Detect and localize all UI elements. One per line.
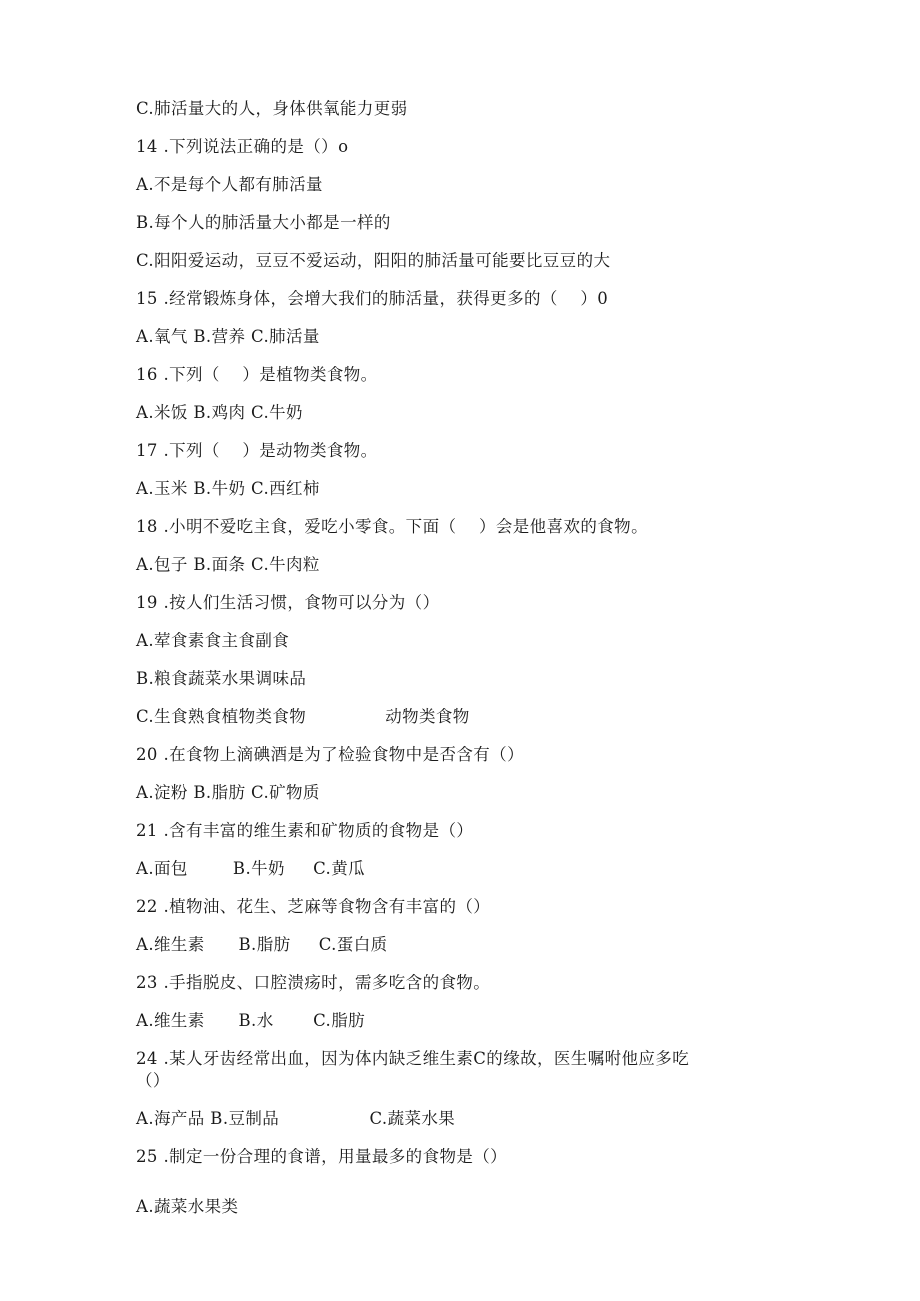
option-line-14b: B.每个人的肺活量大小都是一样的 <box>136 213 391 232</box>
question-24-continued: （） <box>136 1071 170 1090</box>
question-21: 21 .含有丰富的维生素和矿物质的食物是（） <box>136 821 474 840</box>
option-line-19a: A.荤食素食主食副食 <box>136 631 290 650</box>
options-24: A.海产品 B.豆制品 C.蔬菜水果 <box>136 1109 456 1128</box>
question-20: 20 .在食物上滴碘酒是为了检验食物中是否含有（） <box>136 745 524 764</box>
options-22: A.维生素 B.脂肪 C.蛋白质 <box>136 935 388 954</box>
question-18: 18 .小明不爱吃主食，爱吃小零食。下面（ ）会是他喜欢的食物。 <box>136 517 648 536</box>
question-24: 24 .某人牙齿经常出血，因为体内缺乏维生素C的缘故，医生嘱咐他应多吃 <box>136 1049 690 1068</box>
options-16: A.米饭 B.鸡肉 C.牛奶 <box>136 403 303 422</box>
options-15: A.氧气 B.营养 C.肺活量 <box>136 327 320 346</box>
options-21: A.面包 B.牛奶 C.黄瓜 <box>136 859 365 878</box>
options-20: A.淀粉 B.脂肪 C.矿物质 <box>136 783 320 802</box>
option-line-19c: C.生食熟食植物类食物 动物类食物 <box>136 707 470 726</box>
question-16: 16 .下列（ ）是植物类食物。 <box>136 365 378 384</box>
question-15: 15 .经常锻炼身体，会增大我们的肺活量，获得更多的（ ）0 <box>136 289 609 308</box>
question-25: 25 .制定一份合理的食谱，用量最多的食物是（） <box>136 1147 508 1166</box>
options-23: A.维生素 B.水 C.脂肪 <box>136 1011 365 1030</box>
question-23: 23 .手指脱皮、口腔溃疡时，需多吃含的食物。 <box>136 973 491 992</box>
options-17: A.玉米 B.牛奶 C.西红柿 <box>136 479 320 498</box>
option-line-14c: C.阳阳爱运动，豆豆不爱运动，阳阳的肺活量可能要比豆豆的大 <box>136 251 611 270</box>
question-19: 19 .按人们生活习惯，食物可以分为（） <box>136 593 440 612</box>
question-14: 14 .下列说法正确的是（）o <box>136 137 349 156</box>
option-line-19b: B.粮食蔬菜水果调味品 <box>136 669 307 688</box>
question-17: 17 .下列（ ）是动物类食物。 <box>136 441 378 460</box>
option-line-14a: A.不是每个人都有肺活量 <box>136 175 323 194</box>
options-18: A.包子 B.面条 C.牛肉粒 <box>136 555 320 574</box>
option-line-13c: C.肺活量大的人，身体供氧能力更弱 <box>136 99 408 118</box>
question-22: 22 .植物油、花生、芝麻等食物含有丰富的（） <box>136 897 491 916</box>
option-line-25a: A.蔬菜水果类 <box>136 1197 239 1216</box>
